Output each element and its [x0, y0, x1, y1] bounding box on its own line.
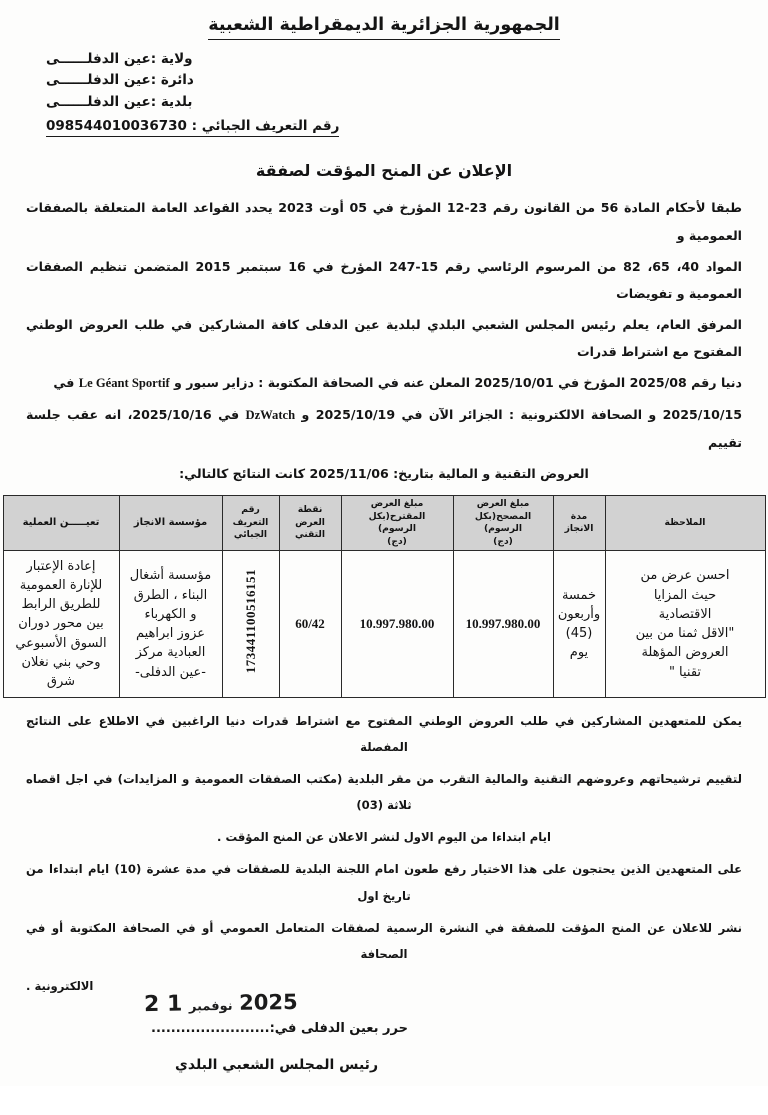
col-header-duration: [553, 496, 605, 551]
intro-line-4-pre: دنيا رقم 2025/08 المؤرخ في 2025/10/01 المعلن عنه في الصحافة المكتوبة : دزاير سبور و: [169, 374, 742, 390]
daira-line: دائرة :عين الدفلــــــى: [46, 72, 194, 89]
results-table: [3, 495, 766, 698]
cell-operation-l5: السوق الأسبوعي: [15, 635, 107, 651]
col-header-operation: تعيـــــن العملية: [3, 496, 119, 551]
date-stamp-year: 2025: [239, 989, 299, 1015]
wilaya-line: ولاية :عين الدفلــــــى: [46, 50, 193, 67]
cell-firm-l5: العبادية مركز: [135, 645, 206, 661]
cell-remark-l3: الاقتصادية: [658, 606, 712, 622]
intro-line-6: العروض التقنية و المالية بتاريخ: 2025/11/06 كانت النتائج كالتالي:: [179, 466, 589, 482]
republic-heading: الجمهورية الجزائرية الديمقراطية الشعبية: [208, 14, 560, 40]
date-stamp: [144, 990, 298, 1017]
col-header-proposed-amount: [341, 496, 453, 551]
cell-duration-l1: خمسة: [561, 587, 597, 603]
cell-duration-l3: (45) يوم: [565, 626, 593, 661]
cell-firm-l1: مؤسسة أشغال: [129, 568, 212, 584]
col-header-nif-l2: الجبائي: [233, 529, 268, 541]
cell-proposed-amount: 10.997.980.00: [341, 551, 453, 698]
cell-remark: [605, 551, 765, 698]
col-header-nif-l1: رقم التعريف: [232, 504, 269, 528]
tax-id-label: رقم التعريف الجبائي :: [191, 118, 340, 135]
intro-section: [0, 194, 768, 487]
table-header-row: [3, 496, 765, 551]
signature-section: [0, 989, 768, 1115]
tax-id-value: 098544010036730: [46, 118, 187, 135]
cell-duration-l2: وأربعون: [557, 606, 601, 622]
cell-firm-l4: عزوز ابراهيم: [135, 626, 206, 642]
col-header-remark: الملاحظة: [605, 496, 765, 551]
notice-1-line-2: لتقييم ترشيحاتهم وعروضهم التقنية والمالية التقرب من مقر البلدية (مكتب الصفقات العمومية و المزايدات) في اجل اقصاه ثلاثة (03): [26, 772, 742, 813]
cell-firm-l6: -عين الدفلى-: [135, 664, 206, 680]
document-header: [0, 0, 768, 137]
col-header-tax-id: [222, 496, 279, 551]
col-header-corrected-l2: المصحح(بكل الرسوم): [474, 510, 532, 535]
cell-duration: [553, 551, 605, 698]
page-title: الإعلان عن المنح المؤقت لصفقة: [255, 161, 513, 181]
col-header-proposed-l3: (دج): [387, 535, 407, 547]
col-header-corrected-l3: (دج): [493, 535, 513, 547]
written-at-line: [151, 1021, 408, 1036]
intro-line-1: طبقا لأحكام المادة 56 من القانون رقم 23-12 المؤرخ في 05 أوت 2023 يحدد القواعد العامة المتعلقة بالصفقات العمومية و: [26, 200, 743, 243]
cell-technical-score: 60/42: [279, 551, 341, 698]
col-header-duration-l1: مدة: [570, 510, 588, 522]
commune-line: بلدية :عين الدفلــــــى: [46, 94, 193, 111]
col-header-corrected-amount: [453, 496, 553, 551]
date-stamp-month: نوفمبر: [189, 998, 234, 1015]
notice-1-line-3: ايام ابتداءا من اليوم الاول لنشر الاعلان عن المنح المؤقت .: [217, 830, 551, 845]
cell-tax-id-value: 173441100516151: [242, 569, 258, 674]
col-header-score-l2: التقني: [294, 529, 325, 541]
newspaper-name-dzwatch: DzWatch: [245, 407, 296, 422]
written-at-dots: ........................: [151, 1020, 270, 1036]
col-header-firm: مؤسسة الانجاز: [119, 496, 222, 551]
cell-tax-id: [222, 551, 279, 698]
signatory-role: رئيس المجلس الشعبي البلدي: [175, 1056, 378, 1073]
cell-firm: [119, 551, 222, 698]
date-stamp-day: 1 2: [144, 991, 183, 1017]
intro-line-2: المواد 40، 65، 82 من المرسوم الرئاسي رقم 15-247 المؤرخ في 16 سبتمبر 2015 المتضمن تنظيم الصفقات العمومية و تفويضات: [26, 258, 742, 301]
administrative-block: [24, 49, 744, 138]
cell-operation-l7: شرق: [46, 674, 76, 690]
cell-operation: [3, 551, 119, 698]
notice-2-line-3: الالكترونية .: [26, 978, 94, 993]
cell-operation-l3: للطريق الرابط: [21, 597, 101, 613]
cell-remark-l4: "الاقل ثمنا من بين: [635, 626, 735, 642]
notice-1-line-1: يمكن للمتعهدين المشاركين في طلب العروض الوطني المفتوح مع اشتراط قدرات دنيا الراغبين في الاطلاع على النتائج المفصلة: [26, 714, 742, 755]
cell-remark-l1: احسن عرض من: [640, 568, 730, 584]
cell-firm-l3: و الكهرباء: [144, 606, 197, 622]
cell-operation-l1: إعادة الإعتبار: [26, 558, 96, 574]
col-header-proposed-l2: الرسوم): [377, 523, 417, 535]
notices-section: [0, 708, 768, 999]
written-at-label: حرر بعين الدفلى في:: [269, 1020, 408, 1036]
col-header-score-l1: نقطة العرض: [295, 504, 325, 528]
cell-remark-l5: العروض المؤهلة: [641, 645, 729, 661]
cell-firm-l2: البناء ، الطرق: [133, 587, 208, 603]
col-header-duration-l2: الانجاز: [564, 523, 594, 535]
col-header-technical-score: [279, 496, 341, 551]
cell-remark-l6: تقنيا ": [668, 664, 702, 680]
cell-operation-l6: وحي بني نغلان: [21, 654, 101, 670]
newspaper-name-geant: Le Géant Sportif: [78, 375, 170, 390]
cell-operation-l4: بين محور دوران: [18, 616, 104, 632]
intro-line-5-pre: 2025/10/15 و الصحافة الالكترونية : الجزائر الآن في 2025/10/19 و: [295, 406, 742, 422]
col-header-proposed-l1: مبلغ العرض المقترح(بكل: [368, 498, 426, 522]
intro-line-5-post: في 2025/10/16، انه عقب جلسة تقييم: [26, 406, 742, 450]
col-header-corrected-l1: مبلغ العرض: [476, 498, 530, 510]
tax-id-line: [46, 116, 339, 137]
intro-line-3: المرفق العام، يعلم رئيس المجلس الشعبي البلدي لبلدية عين الدفلى كافة المشاركين في طلب العروض الوطني المفتوح مع اشتراط قدرات: [26, 316, 742, 359]
intro-line-4-post: في: [53, 374, 79, 390]
cell-operation-l2: للإنارة العمومية: [19, 577, 103, 593]
notice-2-line-2: نشر للاعلان عن المنح المؤقت للصفقة في النشرة الرسمية لصفقات المتعامل العمومي أو في الصحافة المكتوبة أو في الصحافة: [26, 920, 742, 961]
intro-line-4: [26, 369, 742, 397]
intro-line-5: [26, 401, 742, 456]
table-row: [3, 551, 765, 698]
cell-corrected-amount: 10.997.980.00: [453, 551, 553, 698]
notice-2-line-1: على المتعهدين الذين يحتجون على هذا الاختيار رفع طعون امام اللجنة البلدية للصفقات في مدة عشرة (10) ايام ابتداءا من تاريخ اول: [26, 862, 742, 903]
cell-remark-l2: حيث المزايا: [653, 587, 717, 603]
